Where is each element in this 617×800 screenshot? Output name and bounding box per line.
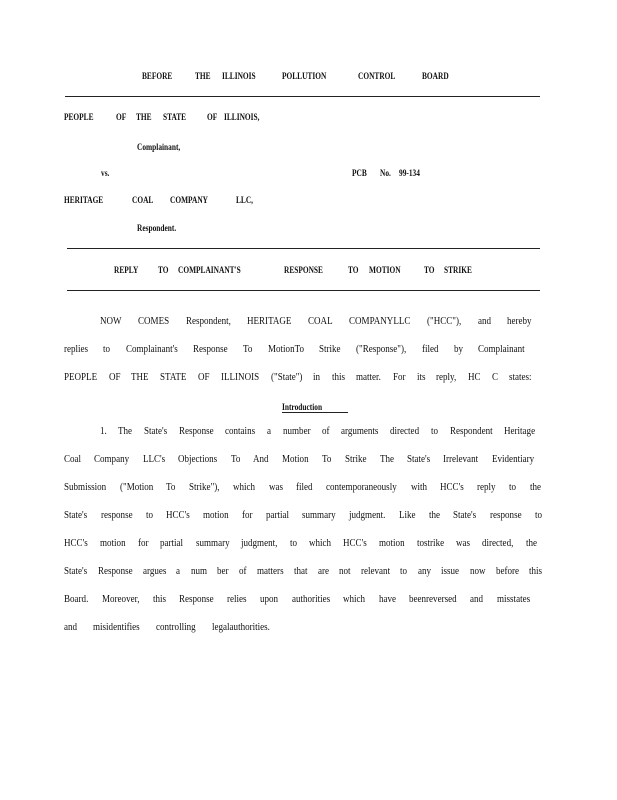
word: directed <box>390 426 420 437</box>
word: State's <box>64 566 88 577</box>
word: OF <box>198 372 210 383</box>
word: HC <box>468 372 481 383</box>
word: num <box>190 566 207 577</box>
respondent-label: Respondent. <box>137 223 177 233</box>
word: Response <box>97 566 133 577</box>
word: and <box>477 316 491 327</box>
word: STATE <box>160 372 187 383</box>
word: Like <box>399 510 416 521</box>
vs-label: vs. <box>101 168 110 178</box>
word: Moreover, <box>101 594 140 605</box>
word: judgment. <box>349 510 386 521</box>
word: PEOPLE <box>64 372 98 383</box>
word: contemporaneously <box>326 482 398 493</box>
word: Respondent, <box>185 316 231 327</box>
word: Response <box>179 594 214 605</box>
word: State's <box>64 510 88 521</box>
word: reply <box>477 482 496 493</box>
header-word: THE <box>195 71 211 81</box>
word: issue <box>441 566 460 577</box>
word: to <box>509 482 517 493</box>
word: ILLINOIS <box>221 372 260 383</box>
word: summary <box>195 538 230 549</box>
word: arguments <box>341 426 379 437</box>
word: To <box>230 454 241 465</box>
header-word: POLLUTION <box>282 71 327 81</box>
word: To <box>322 454 332 465</box>
word: beenreversed <box>409 594 457 605</box>
word: which <box>233 482 256 493</box>
word: to <box>289 538 297 549</box>
word: Irrelevant <box>443 454 479 465</box>
section-heading: Introduction <box>282 402 323 412</box>
word: Strike <box>344 454 367 465</box>
word: filed <box>421 344 439 355</box>
word: Submission <box>64 482 107 493</box>
word: Complainant's <box>125 344 178 355</box>
word: COMES <box>138 316 170 327</box>
word: a <box>266 426 272 437</box>
word: relies <box>227 594 247 605</box>
word: and <box>64 622 78 633</box>
word: To <box>243 344 253 355</box>
word: which <box>309 538 332 549</box>
word: HCC's <box>64 538 88 549</box>
word: tostrike <box>416 538 445 549</box>
header-word: CONTROL <box>358 71 396 81</box>
word: State's <box>144 426 168 437</box>
word: Coal <box>64 454 82 465</box>
word: The <box>379 454 394 465</box>
word: hereby <box>507 316 532 327</box>
word: the <box>429 510 441 521</box>
word: misidentifies <box>93 622 140 633</box>
word: and <box>470 594 484 605</box>
word: misstates <box>496 594 530 605</box>
word: for <box>137 538 149 549</box>
caption-word: COAL <box>132 195 154 205</box>
word: matters <box>256 566 284 577</box>
word: are <box>317 566 329 577</box>
word: OF <box>108 372 121 383</box>
word: motion <box>203 510 229 521</box>
caption-word: OF <box>116 112 127 122</box>
caption-word: OF <box>207 112 218 122</box>
section-heading-underline <box>282 412 348 413</box>
word: NOW <box>100 316 122 327</box>
word: this <box>331 372 345 383</box>
word: Strike <box>319 344 341 355</box>
title-word: MOTION <box>369 265 401 275</box>
caption-word: STATE <box>163 112 187 122</box>
word: Respondent <box>449 426 493 437</box>
title-word: TO <box>158 265 169 275</box>
word: ber <box>217 566 229 577</box>
word: COAL <box>308 316 333 327</box>
word: to <box>430 426 438 437</box>
title-word: COMPLAINANT'S <box>178 265 241 275</box>
word: to <box>534 510 542 521</box>
word: HCC's <box>440 482 464 493</box>
word: matter. <box>356 372 382 383</box>
word: authorities <box>291 594 330 605</box>
word: Response <box>193 344 228 355</box>
word: motion <box>379 538 405 549</box>
word: the <box>529 482 541 493</box>
word: in <box>313 372 321 383</box>
complainant-label: Complainant, <box>137 142 181 152</box>
caption-word: LLC, <box>236 195 254 205</box>
title-word: TO <box>348 265 359 275</box>
caption-rule <box>67 248 540 249</box>
word: State's <box>406 454 431 465</box>
word: HERITAGE <box>247 316 292 327</box>
word: argues <box>142 566 166 577</box>
word: now <box>469 566 486 577</box>
word: For <box>392 372 406 383</box>
word: ("Response"), <box>356 344 407 355</box>
word: Evidentiary <box>491 454 534 465</box>
word: to <box>145 510 153 521</box>
word: legalauthorities. <box>212 622 270 633</box>
word: its <box>416 372 426 383</box>
header-rule <box>65 96 540 97</box>
title-word: STRIKE <box>444 265 472 275</box>
case-number: 99-134 <box>399 168 420 178</box>
word: summary <box>302 510 336 521</box>
word: have <box>378 594 396 605</box>
word: Objections <box>178 454 218 465</box>
word: replies <box>64 344 89 355</box>
word: which <box>343 594 366 605</box>
word: partial <box>265 510 289 521</box>
word: Strike"), <box>189 482 220 493</box>
title-word: REPLY <box>114 265 139 275</box>
word: reply, <box>436 372 457 383</box>
word: State's <box>453 510 477 521</box>
word: 1. <box>100 426 107 437</box>
word: of <box>321 426 330 437</box>
word: The <box>118 426 133 437</box>
word: Response <box>178 426 214 437</box>
caption-word: PEOPLE <box>64 112 94 122</box>
word: motion <box>99 538 126 549</box>
word: contains <box>225 426 256 437</box>
word: ("State") <box>270 372 303 383</box>
word: Company <box>94 454 130 465</box>
word: Complainant <box>478 344 525 355</box>
word: MotionTo <box>267 344 304 355</box>
word: states: <box>509 372 532 383</box>
word: HCC's <box>343 538 368 549</box>
word: LLC's <box>142 454 165 465</box>
case-number-part: PCB <box>352 168 367 178</box>
word: judgment, <box>241 538 278 549</box>
word: was <box>268 482 283 493</box>
word: partial <box>160 538 184 549</box>
case-number-part: No. <box>380 168 391 178</box>
word: relevant <box>360 566 391 577</box>
word: to <box>103 344 111 355</box>
word: ("Motion <box>119 482 153 493</box>
word: THE <box>131 372 150 383</box>
word: ("HCC"), <box>427 316 462 327</box>
word: number <box>282 426 311 437</box>
word: directed, <box>482 538 514 549</box>
word: COMPANYLLC <box>349 316 411 327</box>
word: with <box>410 482 427 493</box>
word: HCC's <box>165 510 190 521</box>
word: the <box>525 538 537 549</box>
word: before <box>495 566 519 577</box>
header-word: BOARD <box>422 71 449 81</box>
title-word: RESPONSE <box>284 265 323 275</box>
title-word: TO <box>424 265 435 275</box>
word: filed <box>296 482 313 493</box>
word: controlling <box>156 622 196 633</box>
word: response <box>100 510 133 521</box>
word: To <box>166 482 176 493</box>
word: response <box>489 510 522 521</box>
title-rule <box>67 290 540 291</box>
word: for <box>242 510 253 521</box>
word: not <box>339 566 351 577</box>
word: Heritage <box>503 426 535 437</box>
word: any <box>417 566 431 577</box>
caption-word: HERITAGE <box>64 195 104 205</box>
word: Board. <box>64 594 89 605</box>
word: that <box>293 566 308 577</box>
header-word: BEFORE <box>142 71 173 81</box>
word: by <box>453 344 463 355</box>
word: of <box>238 566 247 577</box>
word: upon <box>260 594 279 605</box>
caption-word: ILLINOIS, <box>224 112 260 122</box>
word: to <box>400 566 408 577</box>
word: Motion <box>282 454 309 465</box>
word: And <box>253 454 269 465</box>
word: was <box>456 538 471 549</box>
word: this <box>528 566 542 577</box>
word: C <box>492 372 499 383</box>
header-word: ILLINOIS <box>222 71 256 81</box>
caption-word: THE <box>136 112 152 122</box>
word: a <box>176 566 181 577</box>
caption-word: COMPANY <box>170 195 208 205</box>
word: this <box>152 594 166 605</box>
